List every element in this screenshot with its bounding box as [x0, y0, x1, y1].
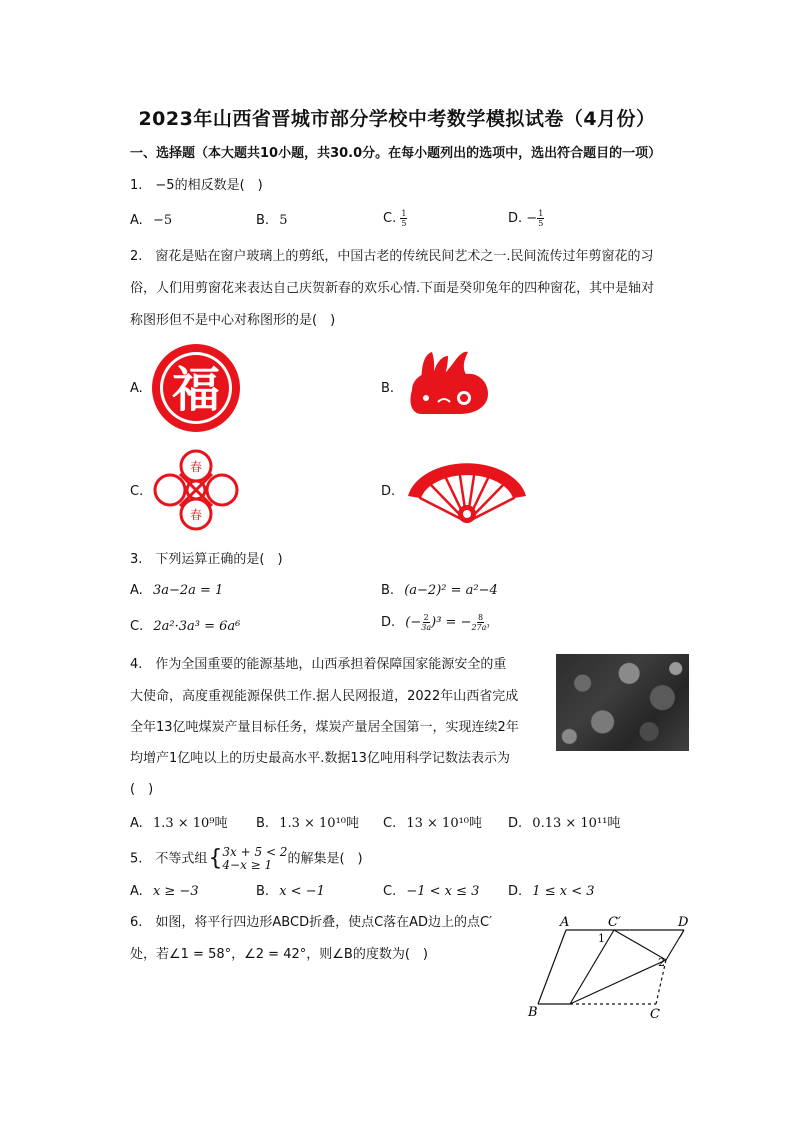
option-label: B. [256, 816, 270, 831]
option-label: D. [381, 615, 396, 630]
q3-option-d [381, 613, 490, 632]
option-value: 1.3 × 10⁹吨 [152, 816, 228, 831]
chun-character: 春 [189, 508, 203, 522]
q1-stem: 1. −5的相反数是( ) [130, 178, 263, 193]
option-value: 13 × 10¹⁰吨 [406, 816, 483, 831]
vertex-label-c: C [650, 1007, 660, 1022]
q5-option-d [508, 884, 595, 899]
q6-line2: 处，若∠1 = 58°，∠2 = 42°，则∠B的度数为( ) [130, 947, 428, 962]
q2-line2: 俗，人们用剪窗花来表达自己庆贺新春的欢乐心情.下面是癸卯兔年的四种窗花，其中是轴对 [130, 281, 655, 296]
option-value-part: )³ = − [431, 615, 472, 630]
q4-line2: 大使命，高度重视能源保供工作.据人民网报道，2022年山西省完成 [130, 689, 519, 704]
q2-option-c-label: C. [130, 484, 144, 499]
option-value: 0.13 × 10¹¹吨 [532, 816, 621, 831]
fu-character: 福 [171, 362, 221, 418]
minus-sign: − [526, 211, 538, 226]
q1-option-a [130, 213, 172, 228]
q5-option-c [383, 884, 479, 899]
option-label: A. [130, 884, 143, 899]
vertex-label-a: A [560, 915, 570, 930]
q4-option-d [508, 812, 620, 831]
option-label: B. [381, 583, 395, 598]
angle-label-2: 2 [658, 956, 665, 969]
option-value: 5 [279, 213, 288, 228]
page-title: 2023年山西省晋城市部分学校中考数学模拟试卷（4月份） [138, 108, 656, 130]
option-value: (a−2)² = a²−4 [404, 583, 498, 598]
fraction: $\frac{2}{3a}$ [421, 613, 432, 632]
fraction: $\frac{1}{5}$ [538, 209, 544, 228]
option-label: C. [383, 884, 397, 899]
fu-paper-cut-image [150, 342, 242, 434]
q5-option-a [130, 884, 199, 899]
q1-option-b [256, 213, 287, 228]
option-value-part: (− [405, 615, 422, 630]
option-value: x < −1 [279, 884, 325, 899]
option-value: 3a−2a = 1 [152, 583, 224, 598]
brace: { [208, 846, 223, 871]
option-label: C. [130, 619, 144, 634]
q4-option-b [256, 812, 359, 831]
q5-stem [130, 846, 363, 872]
q5-tail: 的解集是( ) [287, 851, 363, 867]
q2-option-b-label: B. [381, 381, 395, 396]
vertex-label-d: D [678, 915, 689, 930]
q5-number: 5. 不等式组 [130, 851, 208, 867]
fan-paper-cut-image [404, 452, 530, 528]
option-value: −5 [152, 213, 173, 228]
q2-option-a-label: A. [130, 381, 143, 396]
option-value: 1.3 × 10¹⁰吨 [279, 816, 359, 831]
q3-stem: 3. 下列运算正确的是( ) [130, 552, 283, 567]
option-label: A. [130, 583, 143, 598]
rabbit-paper-cut-image [402, 346, 494, 420]
q4-option-c [383, 812, 482, 831]
q4-line3: 全年13亿吨煤炭产量目标任务，煤炭产量居全国第一，实现连续2年 [130, 720, 519, 735]
q2-option-d-label: D. [381, 484, 396, 499]
vertex-label-b: B [528, 1005, 538, 1020]
option-label: A. [130, 816, 143, 831]
q3-option-b [381, 583, 498, 598]
inequality-2: 4−x ≥ 1 [222, 858, 273, 872]
option-label: D. [508, 884, 523, 899]
option-label: C. [383, 211, 397, 226]
flower-paper-cut-image [150, 448, 242, 532]
fraction: $\frac{8}{\text{27a³}}$ [471, 613, 490, 632]
inequality-system [222, 846, 287, 872]
q3-option-c [130, 619, 240, 634]
q4-line4: 均增产1亿吨以上的历史最高水平.数据13亿吨用科学记数法表示为 [130, 751, 510, 766]
option-value: 2a²·3a³ = 6a⁶ [153, 619, 241, 634]
option-label: C. [383, 816, 397, 831]
vertex-label-c-prime: C′ [608, 915, 621, 930]
q3-option-a [130, 583, 223, 598]
angle-label-1: 1 [598, 932, 605, 945]
parallelogram-diagram [524, 910, 706, 1022]
option-value: −1 < x ≤ 3 [406, 884, 480, 899]
option-label: D. [508, 211, 523, 226]
chun-character: 春 [189, 460, 203, 474]
q6-line1: 6. 如图，将平行四边形ABCD折叠，使点C落在AD边上的点C′ [130, 915, 493, 930]
q1-option-d [508, 209, 544, 228]
q4-option-a [130, 812, 228, 831]
coal-photo [556, 654, 689, 751]
option-label: B. [256, 213, 270, 228]
section-heading: 一、选择题（本大题共10小题，共30.0分。在每小题列出的选项中，选出符合题目的一项） [130, 146, 662, 161]
option-label: B. [256, 884, 270, 899]
fraction: $\frac{1}{5}$ [401, 209, 407, 228]
q5-option-b [256, 884, 325, 899]
q2-line3: 称图形但不是中心对称图形的是( ) [130, 313, 336, 328]
q4-line5: ( ) [130, 782, 154, 797]
option-label: A. [130, 213, 143, 228]
option-value: x ≥ −3 [152, 884, 199, 899]
q4-line1: 4. 作为全国重要的能源基地，山西承担着保障国家能源安全的重 [130, 657, 507, 672]
option-value: 1 ≤ x < 3 [532, 884, 595, 899]
q1-option-c [383, 209, 407, 228]
inequality-1: 3x + 5 < 2 [222, 845, 288, 859]
option-label: D. [508, 816, 523, 831]
q2-line1: 2. 窗花是贴在窗户玻璃上的剪纸，中国古老的传统民间艺术之一.民间流传过年剪窗花的习 [130, 249, 654, 264]
